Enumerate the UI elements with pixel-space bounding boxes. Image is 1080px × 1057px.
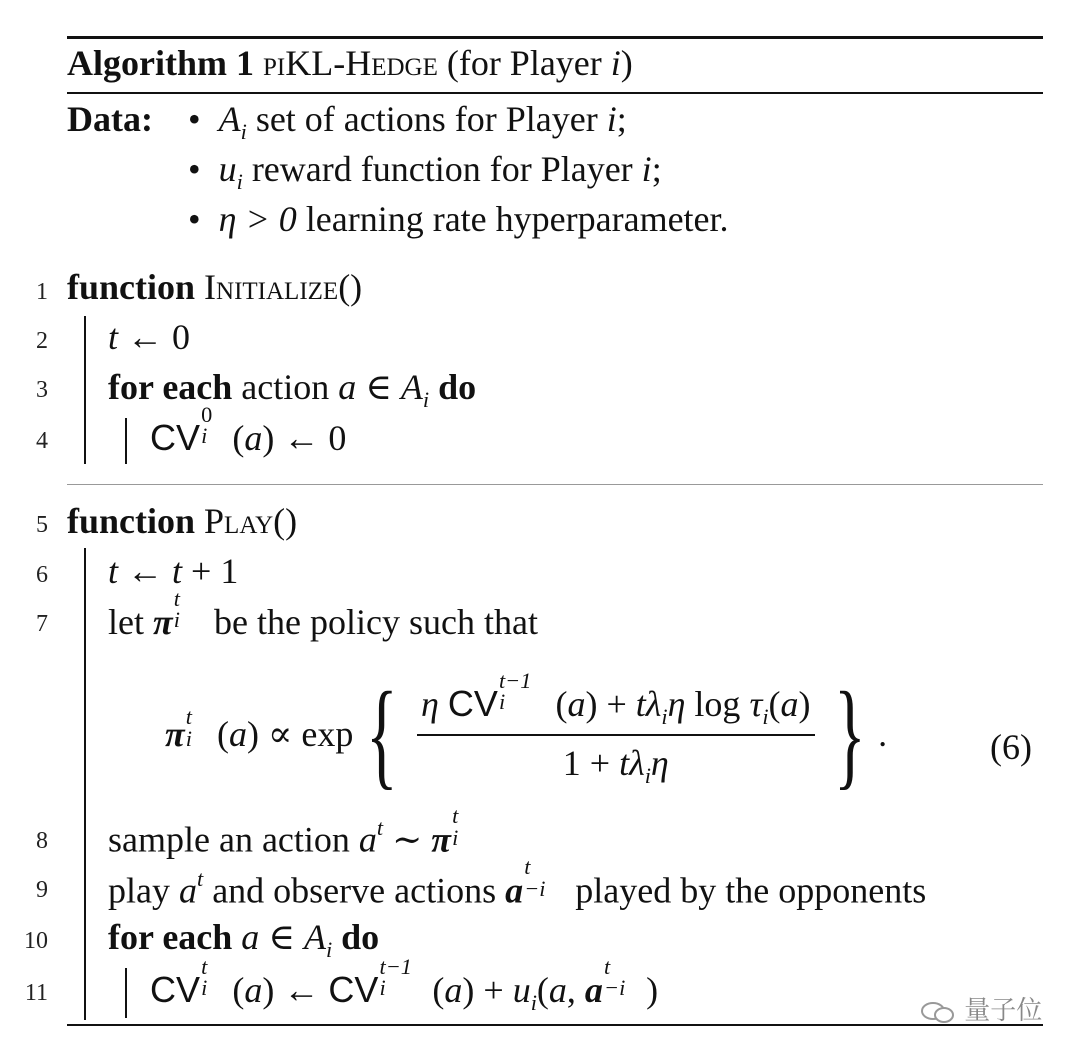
- algorithm-suffix: (for Player: [446, 43, 611, 83]
- indent-bar: [125, 418, 127, 464]
- line-number: 8: [36, 828, 48, 854]
- wechat-icon: [920, 1000, 956, 1024]
- data-item-1: • $A_i$ set of actions for Player i;: [188, 99, 627, 144]
- line-7: let π t i be the policy such that: [108, 585, 538, 642]
- line-number: 3: [36, 377, 48, 403]
- line-number: 1: [36, 279, 48, 305]
- line-number: 4: [36, 428, 48, 454]
- line-4: CV 0 i (a) ← 0: [150, 401, 347, 458]
- line-number: 9: [36, 877, 48, 903]
- line-number: 5: [36, 512, 48, 538]
- data-item-2: • $u_i$ reward function for Player i;: [188, 149, 662, 194]
- equation-6: π t i ( a ) ∝ exp { η CV t−1 i $(a) + t\lambda_i\eta$ $\log \tau_i(a)$ $1 + t\lambda_i\eta$ } .: [165, 667, 888, 801]
- line-5: function Play(): [67, 501, 298, 541]
- watermark: [920, 990, 1042, 1027]
- bottom-rule: [67, 1024, 1043, 1026]
- section-rule: [67, 484, 1043, 485]
- line-number: 7: [36, 611, 48, 637]
- line-8: sample an action $a^t$ ∼ π t i: [108, 803, 459, 860]
- line-6: t ← t + 1: [108, 551, 239, 591]
- indent-bar: [125, 968, 127, 1018]
- line-2: t ← 0: [108, 317, 191, 357]
- title-rule: [67, 92, 1043, 94]
- line-1: function Initialize(): [67, 267, 363, 307]
- line-number: 2: [36, 328, 48, 354]
- data-label: Data:: [67, 99, 153, 139]
- algorithm-name: piKL-Hedge: [262, 43, 438, 83]
- line-3: for each action a ∈ $A_i$ do: [108, 367, 477, 412]
- line-9: play $a^t$ and observe actions a t −i played by the opponents: [108, 854, 927, 911]
- line-number: 11: [24, 980, 48, 1006]
- line-10: for each a ∈ $A_i$ do: [108, 917, 380, 962]
- algorithm-label: Algorithm 1: [67, 43, 254, 83]
- algorithm-title: Algorithm 1 piKL-Hedge (for Player i): [67, 43, 633, 83]
- indent-bar: [84, 316, 86, 464]
- top-rule: [67, 36, 1043, 39]
- line-number: 10: [24, 928, 48, 954]
- line-11: CV t i (a) ← CV t−1 i $(a) + u_i(a$, a t −i ): [150, 953, 659, 1015]
- watermark-text: 量子位: [964, 996, 1043, 1026]
- indent-bar: [84, 548, 86, 1020]
- data-item-3: • η > 0 learning rate hyperparameter.: [188, 199, 729, 239]
- equation-number: (6): [990, 727, 1032, 767]
- line-number: 6: [36, 562, 48, 588]
